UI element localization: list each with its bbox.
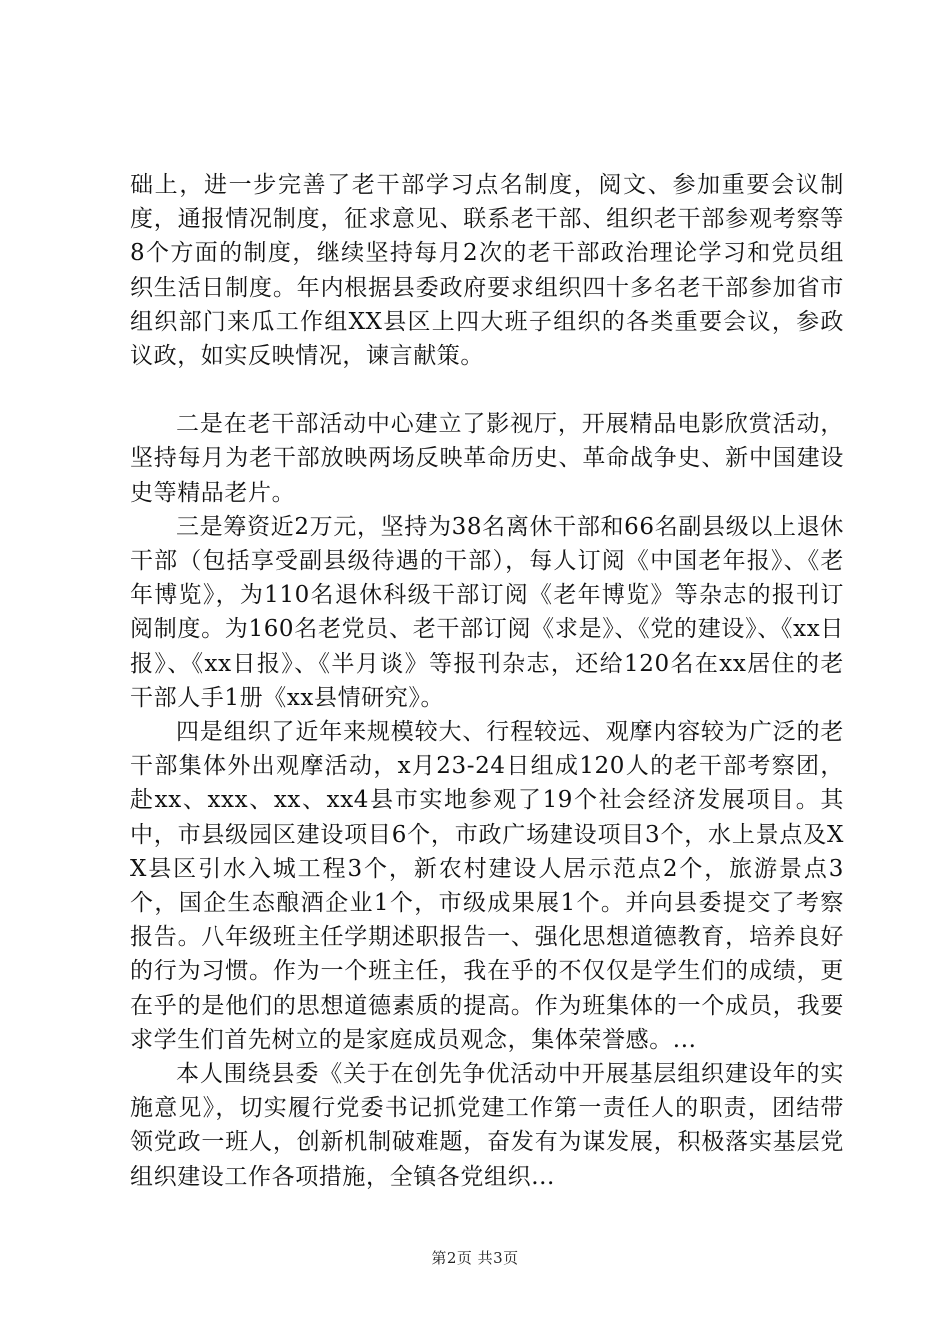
paragraph-film-hall: 二是在老干部活动中心建立了影视厅，开展精品电影欣赏活动，坚持每月为老干部放映两场反映革命历史、革命战争史、新中国建设史等精品老片。 [130, 411, 844, 506]
paragraph-inspection-tour: 四是组织了近年来规模较大、行程较远、观摩内容较为广泛的老干部集体外出观摩活动，x月23-24日组成120人的老干部考察团，赴xx、xxx、xx、xx4县市实地参观了19个社会经济发展项目。其中，市县级园区建设项目6个，市政广场建设项目3个，水上景点及XX县区引水入城工程3个，新农村建设人居示范点2个，旅游景点3个，国企生态酿酒企业1个，市级成果展1个。并向县委提交了考察报告。八年级班主任学期述职报告一、强化思想道德教育，培养良好的行为习惯。作为一个班主任，我在乎的不仅仅是学生们的成绩，更在乎的是他们的思想道德素质的提高。作为班集体的一个成员，我要求学生们首先树立的是家庭成员观念，集体荣誉感。... [130, 719, 844, 1053]
paragraph-continuation: 础上，进一步完善了老干部学习点名制度，阅文、参加重要会议制度，通报情况制度，征求意见、联系老干部、组织老干部参观考察等8个方面的制度，继续坚持每月2次的老干部政治理论学习和党员组织生活日制度。年内根据县委政府要求组织四十多名老干部参加省市组织部门来瓜工作组XX县区上四大班子组织的各类重要会议，参政议政，如实反映情况，谏言献策。 [130, 172, 844, 370]
paragraph-party-building: 本人围绕县委《关于在创先争优活动中开展基层组织建设年的实施意见》，切实履行党委书记抓党建工作第一责任人的职责，团结带领党政一班人，创新机制破难题，奋发有为谋发展，积极落实基层党组织建设工作各项措施，全镇各党组织... [130, 1061, 844, 1190]
page-footer: 第2页 共3页 [431, 1249, 519, 1267]
document-body [130, 168, 844, 1194]
paragraph-subscriptions: 三是筹资近2万元，坚持为38名离休干部和66名副县级以上退休干部（包括享受副县级待遇的干部），每人订阅《中国老年报》、《老年博览》，为110名退休科级干部订阅《老年博览》等杂志的报刊订阅制度。为160名老党员、老干部订阅《求是》、《党的建设》、《xx日报》、《xx日报》、《半月谈》等报刊杂志，还给120名在xx居住的老干部人手1册《xx县情研究》。 [130, 513, 844, 711]
